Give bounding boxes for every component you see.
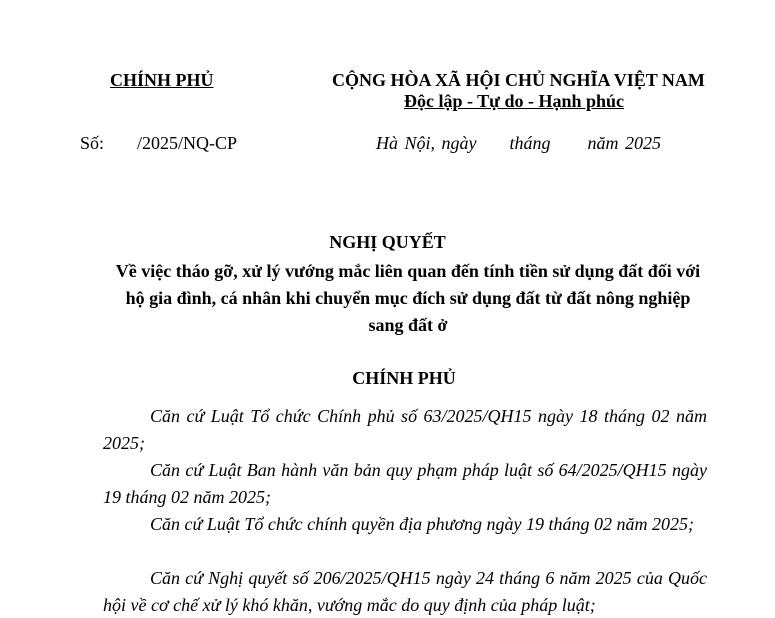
document-type: NGHỊ QUYẾT	[329, 232, 446, 252]
issuer-heading: CHÍNH PHỦ	[352, 368, 456, 388]
document-number-label: Số:	[80, 133, 105, 153]
legal-basis-paragraph: Căn cứ Luật Tổ chức Chính phủ số 63/2025/QH15 ngày 18 tháng 02 năm 2025;	[103, 406, 707, 453]
legal-basis-paragraph: Căn cứ Nghị quyết số 206/2025/QH15 ngày 24 tháng 6 năm 2025 của Quốc hội về cơ chế xử lý khó khăn, vướng mắc do quy định của pháp luật;	[103, 568, 707, 615]
document-subject: Về việc tháo gỡ, xử lý vướng mắc liên quan đến tính tiền sử dụng đất đối với hộ gia đình, cá nhân khi chuyển mục đích sử dụng đất từ đất nông nghiệp sang đất ở	[115, 261, 701, 335]
issuing-agency: CHÍNH PHỦ	[110, 70, 214, 90]
place-and-date	[376, 133, 661, 154]
place-day: Hà Nội, ngày	[376, 133, 477, 153]
legal-basis-paragraph: Căn cứ Luật Ban hành văn bản quy phạm pháp luật số 64/2025/QH15 ngày 19 tháng 02 năm 2025;	[103, 460, 707, 507]
national-motto: Độc lập - Tự do - Hạnh phúc	[404, 91, 625, 111]
month-label: tháng	[509, 133, 551, 153]
national-title: CỘNG HÒA XÃ HỘI CHỦ NGHĨA VIỆT NAM	[332, 70, 705, 90]
document-number-value: /2025/NQ-CP	[137, 133, 238, 153]
legal-basis-paragraph: Căn cứ Luật Tổ chức chính quyền địa phương ngày 19 tháng 02 năm 2025;	[150, 514, 695, 534]
year-text: năm 2025	[587, 133, 662, 153]
